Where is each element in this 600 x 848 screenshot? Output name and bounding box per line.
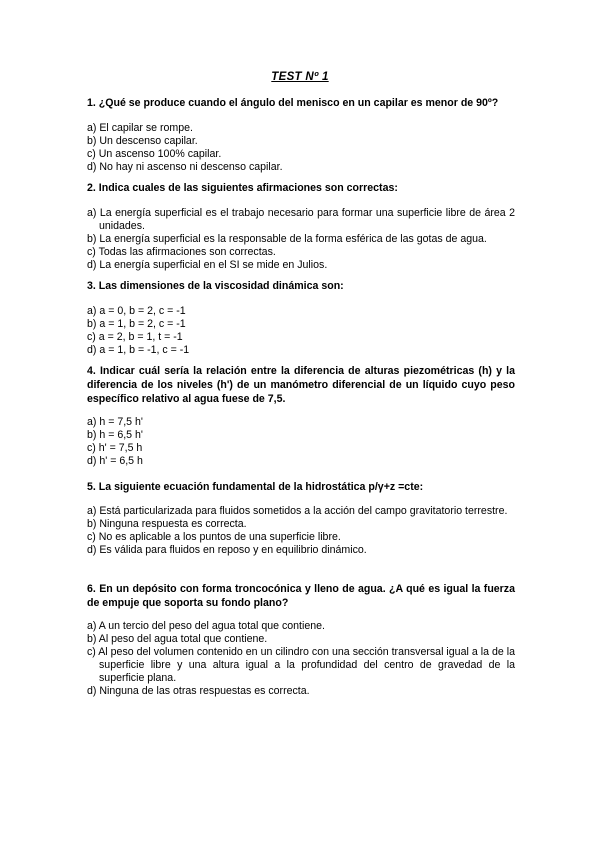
question-1-option-d: d) No hay ni ascenso ni descenso capilar. bbox=[87, 160, 283, 173]
question-3-options bbox=[87, 305, 515, 357]
question-3-option-d: d) a = 1, b = -1, c = -1 bbox=[87, 343, 190, 356]
question-6-options bbox=[87, 620, 515, 697]
question-1-option-c: c) Un ascenso 100% capilar. bbox=[87, 147, 222, 160]
question-5-option-d: d) Es válida para fluidos en reposo y en equilibrio dinámico. bbox=[87, 543, 367, 556]
question-6-option-c: c) Al peso del volumen contenido en un cilindro con una sección transversal igual a la de la superficie libre y una altura igual a la profundidad del centro de gravedad de la superficie plana. bbox=[87, 645, 515, 684]
question-3 bbox=[87, 279, 515, 293]
question-5-options bbox=[87, 505, 515, 557]
question-1-option-b: b) Un descenso capilar. bbox=[87, 134, 198, 147]
question-2-option-a: a) La energía superficial es el trabajo necesario para formar una superficie libre de área 2 unidades. bbox=[87, 207, 515, 232]
question-5-option-b: b) Ninguna respuesta es correcta. bbox=[87, 517, 247, 530]
question-2-option-c: c) Todas las afirmaciones son correctas. bbox=[87, 245, 276, 258]
question-3-option-b: b) a = 1, b = 2, c = -1 bbox=[87, 317, 186, 330]
page-title: TEST Nº 1 bbox=[271, 71, 329, 83]
question-3-text: 3. Las dimensiones de la viscosidad dinámica son: bbox=[87, 280, 344, 292]
question-2-text: 2. Indica cuales de las siguientes afirmaciones son correctas: bbox=[87, 182, 398, 194]
question-6-text: 6. En un depósito con forma troncocónica y lleno de agua. ¿A qué es igual la fuerza de empuje que soporta su fondo plano? bbox=[87, 583, 515, 609]
question-4 bbox=[87, 364, 515, 406]
question-3-option-a: a) a = 0, b = 2, c = -1 bbox=[87, 305, 186, 317]
question-4-option-a: a) h = 7,5 h' bbox=[87, 416, 143, 428]
question-6 bbox=[87, 582, 515, 610]
question-1-options bbox=[87, 122, 515, 174]
question-6-option-a: a) A un tercio del peso del agua total que contiene. bbox=[87, 620, 325, 632]
question-3-option-c: c) a = 2, b = 1, t = -1 bbox=[87, 330, 183, 343]
question-1-option-a: a) El capilar se rompe. bbox=[87, 122, 193, 134]
question-4-option-b: b) h = 6,5 h' bbox=[87, 428, 143, 441]
question-4-option-d: d) h' = 6,5 h bbox=[87, 454, 143, 467]
question-2 bbox=[87, 181, 515, 195]
question-4-text: 4. Indicar cuál sería la relación entre la diferencia de alturas piezométricas (h) y la diferencia de los niveles (h') de un manómetro diferencial de un líquido cuyo peso específico relativo al agua fuese de 7,5. bbox=[87, 365, 515, 405]
question-1-text: 1. ¿Qué se produce cuando el ángulo del menisco en un capilar es menor de 90º? bbox=[87, 97, 499, 109]
question-5-option-c: c) No es aplicable a los puntos de una superficie libre. bbox=[87, 530, 341, 543]
question-5 bbox=[87, 480, 515, 494]
question-2-option-b: b) La energía superficial es la responsable de la forma esférica de las gotas de agua. bbox=[87, 232, 487, 245]
question-6-option-b: b) Al peso del agua total que contiene. bbox=[87, 632, 268, 645]
question-4-options bbox=[87, 416, 515, 468]
question-5-text: 5. La siguiente ecuación fundamental de la hidrostática p/γ+z =cte: bbox=[87, 481, 424, 493]
question-5-option-a: a) Está particularizada para fluidos sometidos a la acción del campo gravitatorio terrestre. bbox=[87, 505, 508, 517]
question-6-option-d: d) Ninguna de las otras respuestas es correcta. bbox=[87, 684, 310, 697]
question-2-option-d: d) La energía superficial en el SI se mide en Julios. bbox=[87, 258, 328, 271]
question-4-option-c: c) h' = 7,5 h bbox=[87, 441, 143, 454]
question-2-options bbox=[87, 207, 515, 272]
question-1 bbox=[87, 96, 515, 110]
